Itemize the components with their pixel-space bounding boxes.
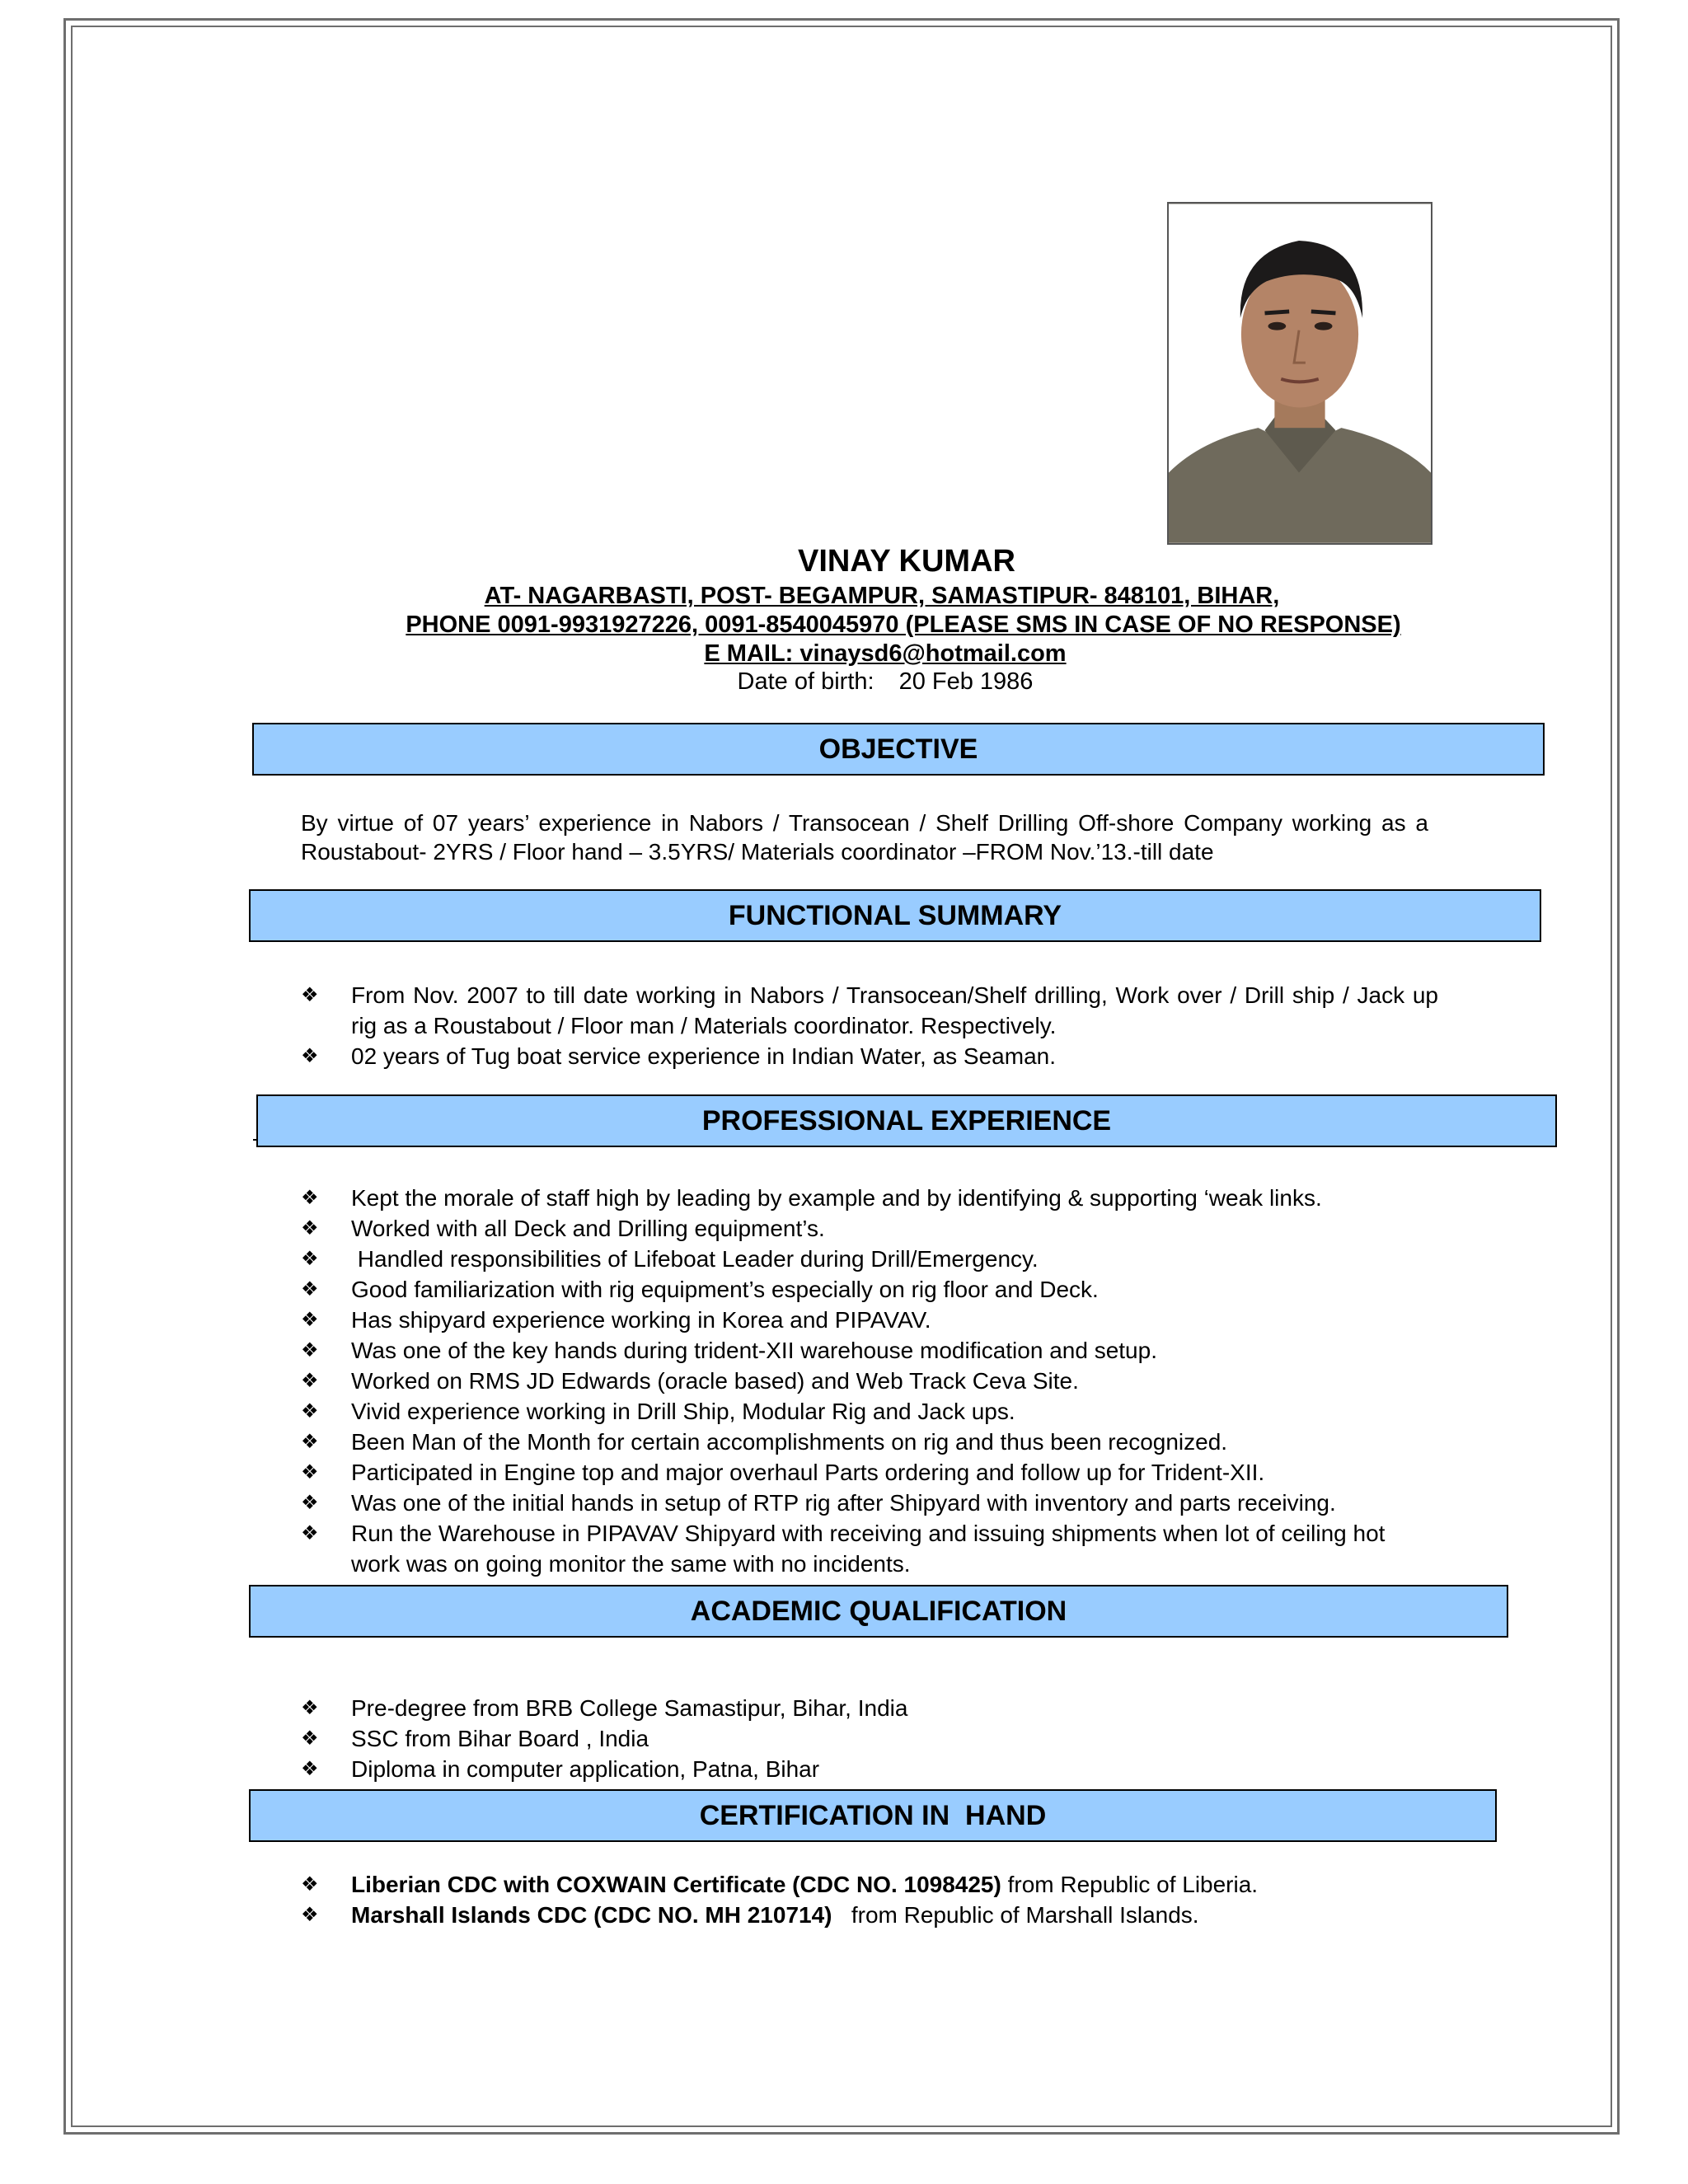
list-item: ❖ Worked with all Deck and Drilling equipment’s. <box>301 1213 1438 1244</box>
list-item: ❖ Participated in Engine top and major overhaul Parts ordering and follow up for Trident-XII. <box>301 1457 1438 1488</box>
bullet-diamond-icon: ❖ <box>301 984 319 1006</box>
bullet-diamond-icon: ❖ <box>301 1492 319 1514</box>
section-professional-experience-title: PROFESSIONAL EXPERIENCE <box>256 1094 1557 1147</box>
bullet-diamond-icon: ❖ <box>301 1370 319 1392</box>
list-item: ❖ Kept the morale of staff high by leading by example and by identifying & supporting ‘weak links. <box>301 1183 1438 1213</box>
list-item: ❖ Diploma in computer application, Patna, Bihar <box>301 1754 1438 1784</box>
list-item: ❖ Was one of the initial hands in setup of RTP rig after Shipyard with inventory and parts receiving. <box>301 1488 1438 1518</box>
bullet-diamond-icon: ❖ <box>301 1309 319 1331</box>
objective-text: By virtue of 07 years’ experience in Nabors / Transocean / Shelf Drilling Off-shore Company working as a Roustabout- 2YRS / Floor hand – 3.5YRS/ Materials coordinator –FROM Nov.’13.-till date <box>301 810 1428 865</box>
dob-label: Date of birth: <box>737 668 874 695</box>
list-item: ❖ Handled responsibilities of Lifeboat Leader during Drill/Emergency. <box>301 1244 1438 1274</box>
bullet-diamond-icon: ❖ <box>301 1217 319 1240</box>
section-certification-title: CERTIFICATION IN HAND <box>249 1789 1497 1842</box>
candidate-name: VINAY KUMAR <box>798 544 1015 579</box>
list-item: ❖ Worked on RMS JD Edwards (oracle based) and Web Track Ceva Site. <box>301 1366 1438 1396</box>
bullet-diamond-icon: ❖ <box>301 1339 319 1361</box>
bullet-diamond-icon: ❖ <box>301 1727 319 1750</box>
bullet-diamond-icon: ❖ <box>301 1697 319 1719</box>
bullet-diamond-icon: ❖ <box>301 1045 319 1067</box>
phone-line: PHONE 0091-9931927226, 0091-8540045970 (PLEASE SMS IN CASE OF NO RESPONSE) <box>406 612 1401 638</box>
list-item: ❖ From Nov. 2007 to till date working in Nabors / Transocean/Shelf drilling, Work over / Drill ship / Jack up rig as a Roustabout / Floor man / Materials coordinator. Respectively. <box>301 980 1438 1041</box>
certification-list <box>301 1869 1438 1930</box>
bullet-diamond-icon: ❖ <box>301 1873 319 1896</box>
bullet-diamond-icon: ❖ <box>301 1400 319 1422</box>
list-item: ❖ Good familiarization with rig equipment’s especially on rig floor and Deck. <box>301 1274 1438 1305</box>
list-item: ❖ 02 years of Tug boat service experience in Indian Water, as Seaman. <box>301 1041 1438 1071</box>
list-item: ❖ Run the Warehouse in PIPAVAV Shipyard with receiving and issuing shipments when lot of ceiling hot work was on going monitor the same with no incidents. <box>301 1518 1438 1579</box>
bullet-diamond-icon: ❖ <box>301 1248 319 1270</box>
list-item <box>301 1869 1438 1900</box>
certificate-name: Marshall Islands CDC (CDC NO. MH 210714) <box>351 1902 832 1928</box>
address-line: AT- NAGARBASTI, POST- BEGAMPUR, SAMASTIPUR- 848101, BIHAR, <box>484 583 1280 609</box>
bullet-diamond-icon: ❖ <box>301 1522 319 1544</box>
functional-summary-list <box>301 980 1438 1071</box>
profile-photo <box>1167 202 1432 545</box>
section-objective-title: OBJECTIVE <box>252 723 1545 776</box>
bullet-diamond-icon: ❖ <box>301 1758 319 1780</box>
profile-photo-illustration <box>1169 204 1431 543</box>
list-item: ❖ Has shipyard experience working in Korea and PIPAVAV. <box>301 1305 1438 1335</box>
list-item: ❖ Was one of the key hands during trident-XII warehouse modification and setup. <box>301 1335 1438 1366</box>
list-item: ❖ Been Man of the Month for certain accomplishments on rig and thus been recognized. <box>301 1427 1438 1457</box>
certificate-issuer: from Republic of Liberia. <box>1001 1872 1259 1897</box>
date-of-birth <box>226 668 1545 696</box>
bullet-diamond-icon: ❖ <box>301 1431 319 1453</box>
academic-list <box>301 1693 1438 1784</box>
bullet-diamond-icon: ❖ <box>301 1278 319 1301</box>
list-item <box>301 1900 1438 1930</box>
bullet-diamond-icon: ❖ <box>301 1461 319 1483</box>
bullet-diamond-icon: ❖ <box>301 1904 319 1926</box>
bullet-diamond-icon: ❖ <box>301 1187 319 1209</box>
email-line[interactable]: E MAIL: vinaysd6@hotmail.com <box>704 640 1067 667</box>
certificate-name: Liberian CDC with COXWAIN Certificate (CDC NO. 1098425) <box>351 1872 1001 1897</box>
certificate-issuer: from Republic of Marshall Islands. <box>832 1902 1199 1928</box>
section-academic-title: ACADEMIC QUALIFICATION <box>249 1585 1508 1638</box>
dob-value: 20 Feb 1986 <box>898 668 1034 695</box>
list-item: ❖ Vivid experience working in Drill Ship, Modular Rig and Jack ups. <box>301 1396 1438 1427</box>
section-functional-summary-title: FUNCTIONAL SUMMARY <box>249 889 1541 942</box>
list-item: ❖ Pre-degree from BRB College Samastipur, Bihar, India <box>301 1693 1438 1723</box>
list-item: ❖ SSC from Bihar Board , India <box>301 1723 1438 1754</box>
professional-experience-list <box>301 1183 1438 1579</box>
